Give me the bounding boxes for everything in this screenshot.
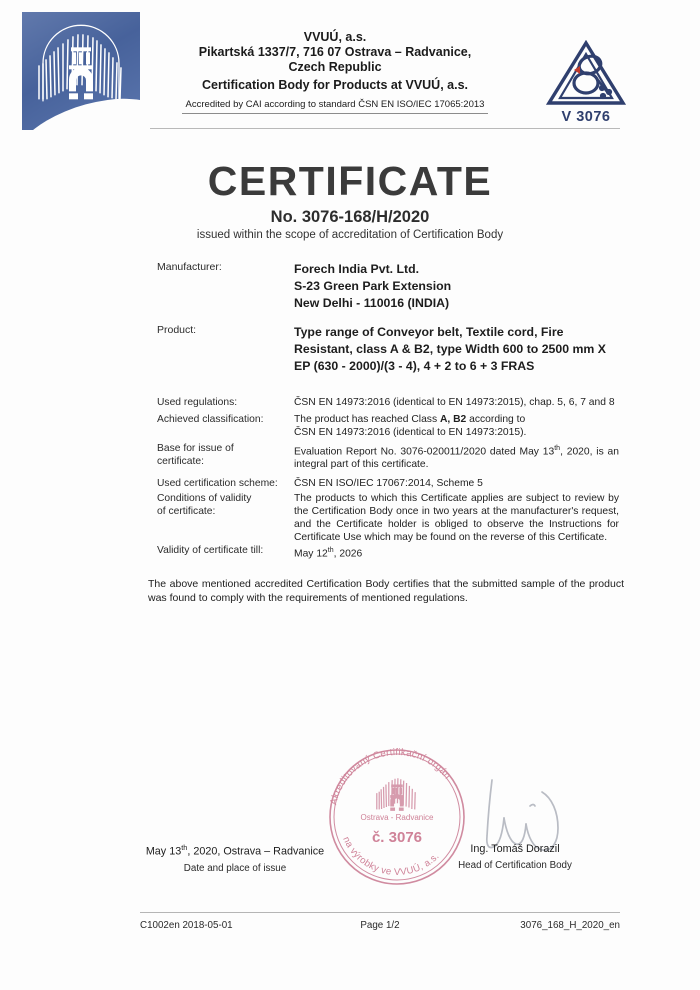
product-block: [157, 324, 612, 375]
org-name: VVUÚ, a.s.: [303, 30, 367, 44]
conditions-value: The products to which this Certificate applies are subject to review by the Certification Body once in two years at the manufacturer's request, and the Certificate holder is obliged to observe the Instructions for Certificate Use which may be found on the reverse of this Certificate.: [294, 493, 619, 543]
used-regulations-value: ČSN EN 14973:2016 (identical to EN 14973:2015), chap. 5, 6, 7 and 8: [294, 397, 615, 408]
stamp-number: č. 3076: [371, 829, 423, 846]
signatory-role: Head of Certification Body: [458, 860, 572, 871]
product-line-2: Resistant, class A & B2, type Width 600 to 2500 mm X: [294, 342, 606, 356]
certificate-number: No. 3076-168/H/2020: [270, 208, 430, 226]
validity-date-year: , 2026: [333, 548, 363, 560]
classification-text-post: according to: [466, 414, 526, 425]
header-divider: [150, 128, 620, 129]
cai-accreditation-mark: [540, 40, 632, 125]
org-country: Czech Republic: [288, 60, 382, 74]
base-label-line-1: Base for issue of: [157, 443, 234, 454]
product-label: Product:: [157, 324, 197, 336]
footer: [140, 920, 620, 931]
achieved-classification-value: [294, 413, 619, 439]
issue-date-day: May 13: [145, 845, 182, 858]
cai-triangle-icon: [546, 40, 626, 108]
signatory-block: [400, 843, 630, 871]
manufacturer-name: Forech India Pvt. Ltd.: [294, 262, 420, 276]
issue-date-ordinal: th: [181, 843, 188, 852]
manufacturer-street: S-23 Green Park Extension: [294, 279, 452, 293]
validity-date-ordinal: th: [327, 547, 334, 554]
cai-number: V 3076: [561, 109, 611, 125]
certification-statement: The above mentioned accredited Certification Body certifies that the submitted sample of the product was found to comply with the requirements of mentioned regulations.: [148, 578, 624, 604]
footer-divider: [140, 912, 620, 913]
conditions-label: [157, 492, 294, 544]
manufacturer-block: [157, 261, 612, 312]
certification-scheme-label: Used certification scheme:: [157, 478, 278, 489]
base-label-line-2: certificate:: [157, 456, 204, 467]
used-regulations-row: [157, 396, 619, 409]
validity-value: [294, 544, 619, 560]
signatory-name: Ing. Tomáš Dorazil: [470, 843, 560, 855]
product-line-3: EP (630 - 2000)/(3 - 4), 4 + 2 to 6 + 3 FRAS: [294, 359, 535, 373]
achieved-classification-row: [157, 413, 619, 439]
date-place-block: [120, 843, 350, 874]
date-ordinal-suffix: th: [554, 445, 561, 452]
validity-date-day: May 12: [294, 548, 328, 560]
validity-label: Validity of certificate till:: [157, 545, 264, 556]
header-blue-band: [22, 12, 140, 130]
base-for-issue-row: [157, 442, 619, 471]
footer-document-id: 3076_168_H_2020_en: [520, 920, 620, 931]
page-title: CERTIFICATE: [207, 158, 493, 204]
conditions-label-line-2: of certificate:: [157, 506, 216, 517]
evaluation-report-date-rest: , 2020, is an: [560, 446, 619, 458]
base-for-issue-label: [157, 442, 294, 471]
evaluation-report-text: Evaluation Report No. 3076-020011/2020 dated May 13: [294, 446, 555, 458]
date-place-caption: Date and place of issue: [183, 862, 287, 874]
achieved-classification-label: Achieved classification:: [157, 414, 264, 425]
footer-page-number: Page 1/2: [360, 920, 400, 931]
used-regulations-label: Used regulations:: [157, 397, 238, 408]
classification-standard: ČSN EN 14973:2016 (identical to EN 14973:2015).: [294, 427, 527, 438]
svg-text:na výrobky ve VVUÚ, a.s.: na výrobky ve VVUÚ, a.s.: [340, 835, 442, 879]
classification-class: A, B2: [439, 414, 467, 425]
base-for-issue-value: [294, 442, 619, 471]
accreditation-line: Accredited by CAI according to standard ČSN EN ISO/IEC 17065:2013: [182, 99, 489, 114]
evaluation-report-line-2: integral part of this certificate.: [294, 459, 429, 471]
svg-text:Akreditovaný Certifikační orgá: Akreditovaný Certifikační orgán: [328, 746, 453, 807]
certification-scheme-row: [157, 477, 619, 490]
date-place-value: [120, 843, 350, 858]
product-line-1: Type range of Conveyor belt, Textile cord, Fire: [294, 325, 564, 339]
scope-line: issued within the scope of accreditation of Certification Body: [196, 229, 504, 241]
header-text-block: [150, 30, 520, 114]
certification-body-line: Certification Body for Products at VVUÚ, a.s.: [201, 78, 468, 92]
conditions-of-validity-row: [157, 492, 619, 544]
issue-date-rest: , 2020, Ostrava – Radvanice: [187, 845, 325, 858]
manufacturer-label: Manufacturer:: [157, 261, 222, 273]
classification-text-pre: The product has reached Class: [294, 414, 440, 425]
certification-scheme-value: ČSN EN ISO/IEC 17067:2014, Scheme 5: [294, 478, 483, 489]
validity-row: [157, 544, 619, 560]
stamp-logo-caption: Ostrava - Radvanice: [360, 813, 434, 822]
conditions-label-line-1: Conditions of validity: [157, 493, 252, 504]
manufacturer-city: New Delhi - 110016 (INDIA): [294, 296, 450, 310]
footer-form-code: C1002en 2018-05-01: [140, 920, 233, 931]
org-address: Pikartská 1337/7, 716 07 Ostrava – Radvanice,: [198, 45, 472, 59]
